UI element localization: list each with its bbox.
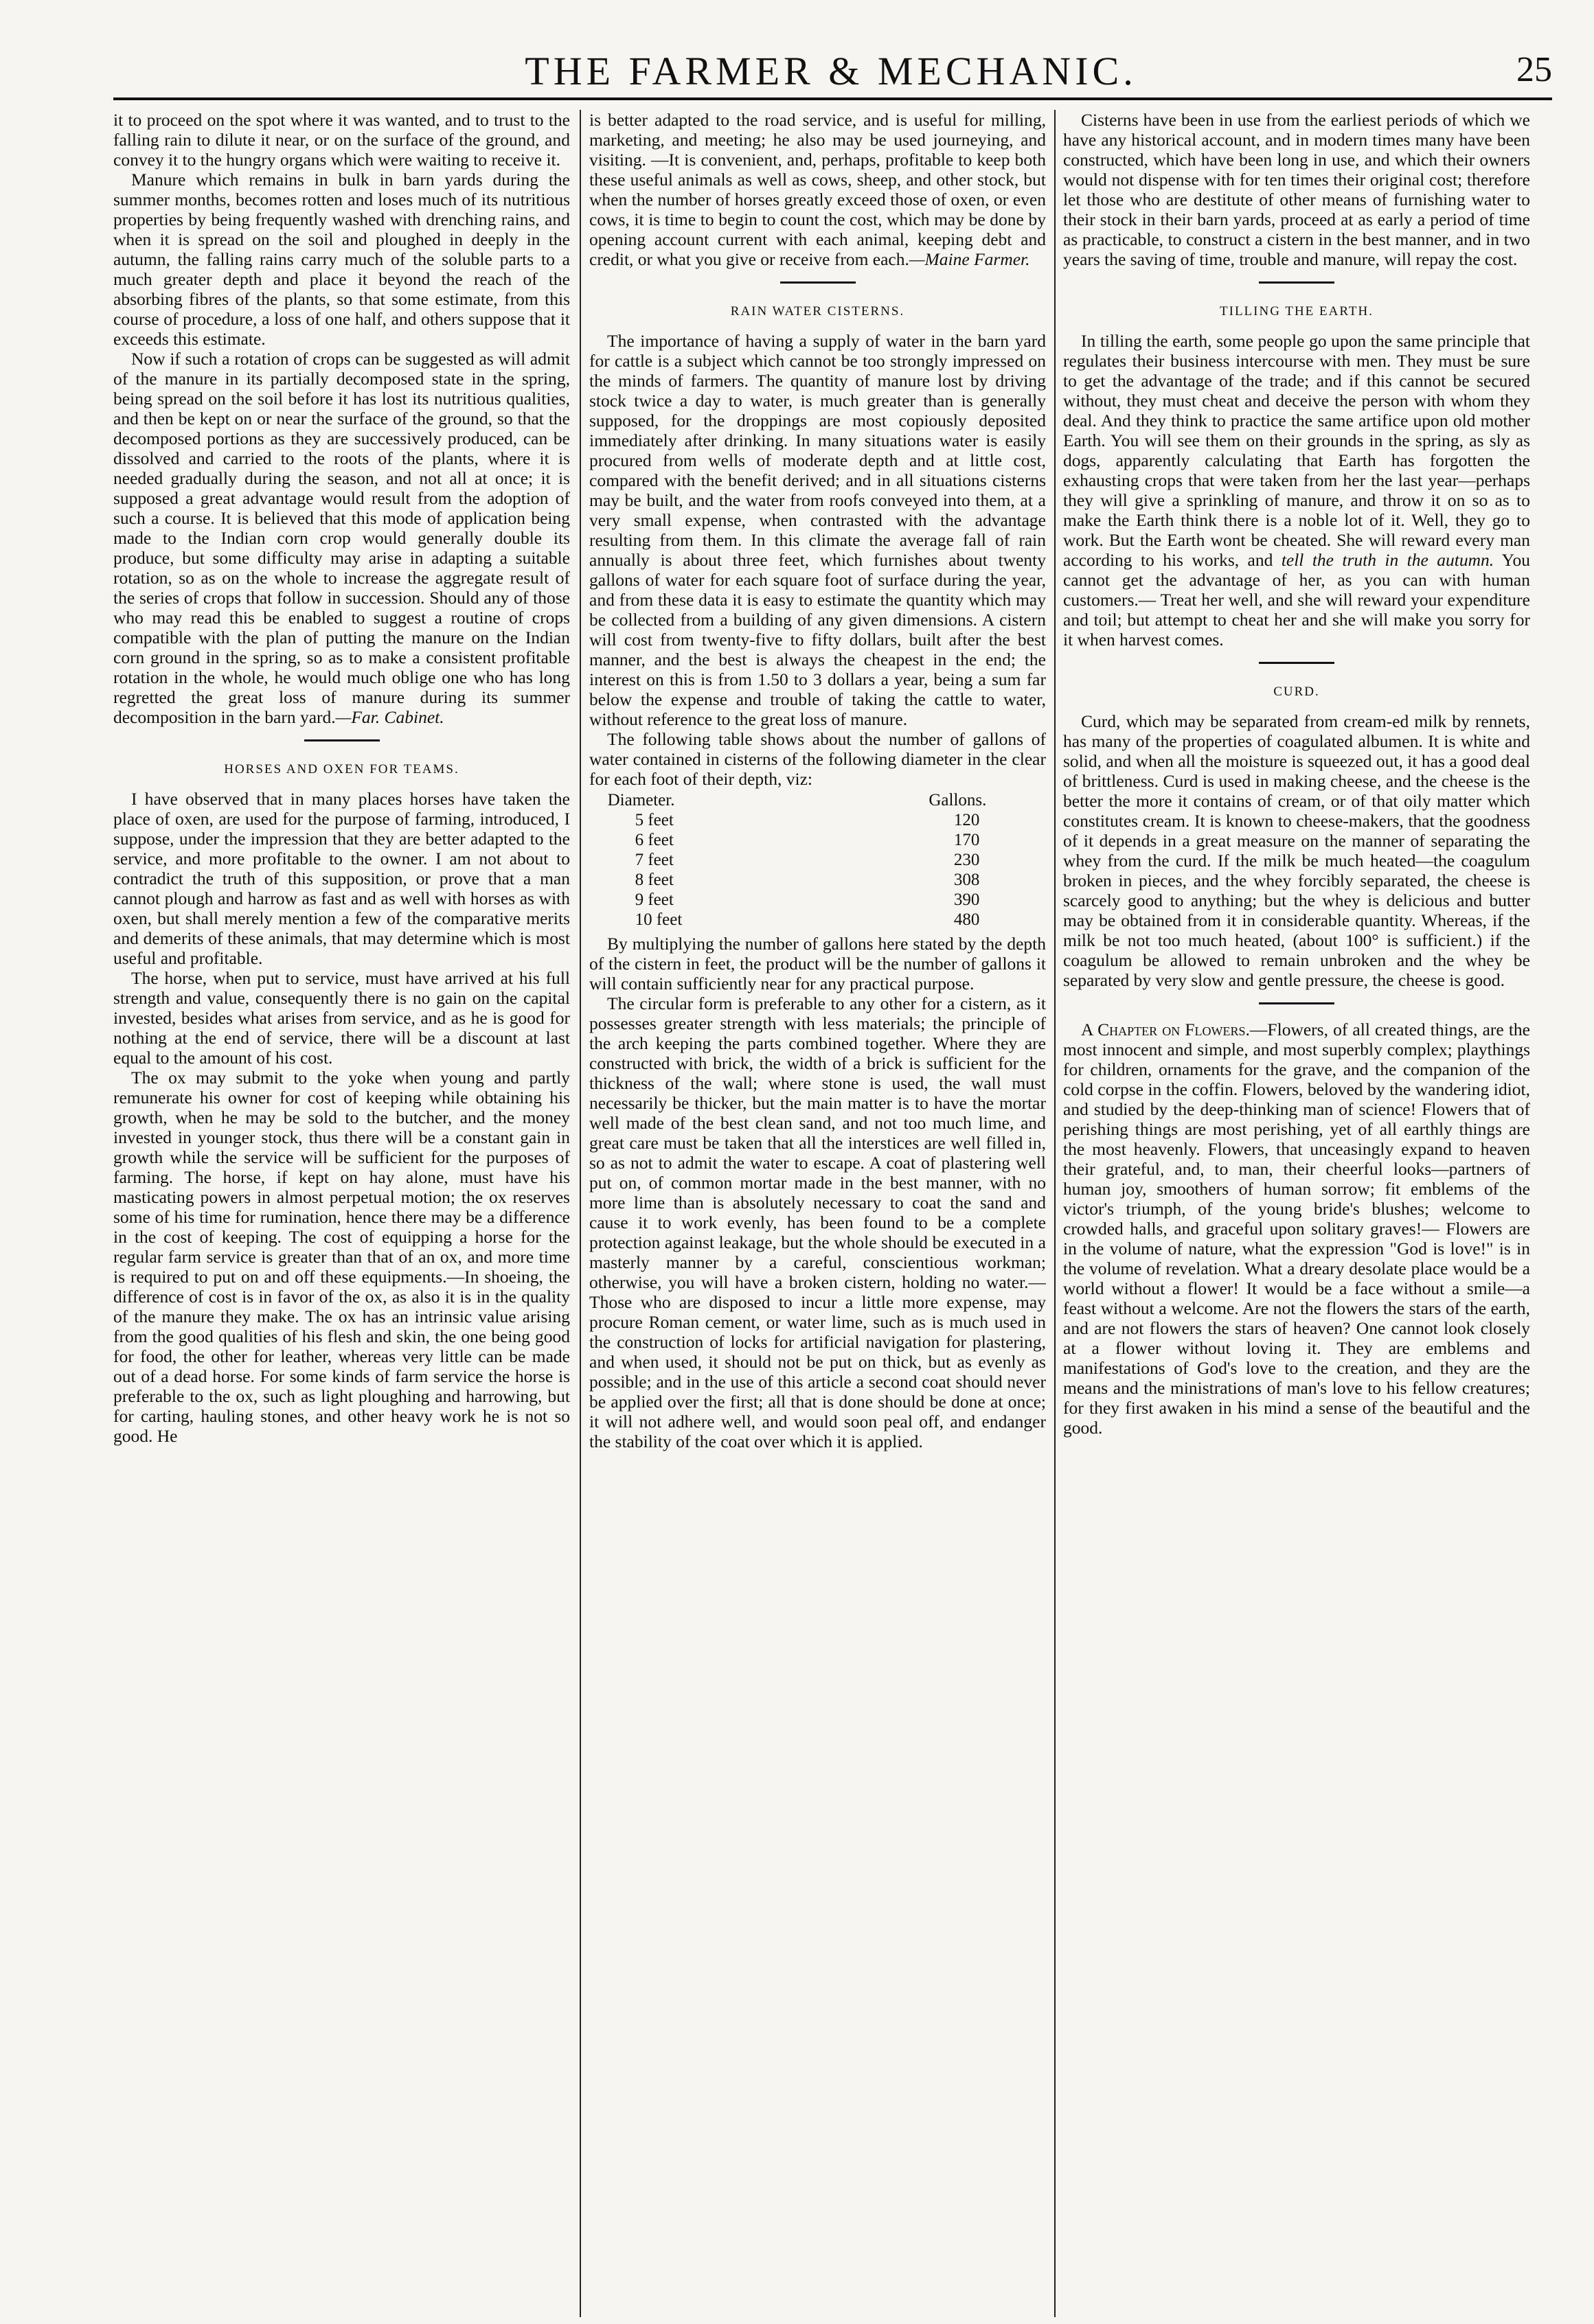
- article-heading: TILLING THE EARTH.: [1220, 304, 1374, 319]
- emphasis-text: tell the truth in the autumn.: [1281, 550, 1494, 570]
- article-heading: RAIN WATER CISTERNS.: [730, 304, 905, 319]
- page-title: THE FARMER & MECHANIC.: [525, 49, 1137, 93]
- table-cell: 390: [953, 890, 980, 909]
- paragraph: By multiplying the number of gallons here stated by the depth of the cistern in feet, the product will be the number of gallons it will contain sufficiently near for any practical purpose.: [589, 934, 1046, 993]
- table-row: [608, 870, 1028, 890]
- paragraph: Cisterns have been in use from the earliest periods of which we have any historical account, and in modern times many have been constructed, which have been long in use, and which their owners would not dispense with for ten times their original cost; therefore let those who are destitute of other means of furnishing water to their stock in their barn yards, proceed at as early a period of time as practicable, to construct a cistern in the best manner, and in two years the saving of time, trouble and manure, will repay the cost.: [1063, 110, 1530, 269]
- gallons-table: [608, 790, 1028, 930]
- masthead: [110, 43, 1552, 102]
- table-header-diameter: Diameter.: [607, 791, 675, 809]
- paragraph-text: —Flowers, of all created things, are the most innocent and simple, and most superbly complex; playthings for children, ornaments for the grave, and the companion of the cold corpse in the coffin. Flowers, beloved by the wandering idiot, and studied by the deep-thinking man of science! Flowers that of perishing things are most perishing, yet of all earthly things are the most heavenly. Flowers, that unceasingly expand to heaven their grateful, and, to man, their cheerful looks—partners of human joy, smoothers of human sorrow; fit emblems of the victor's triumph, of the young bride's blushes; welcome to crowded halls, and graceful upon solitary graves!— Flowers are in the volume of nature, what the expression "God is love!" is in the volume of revelation. What a dreary desolate place would be a world without a flower! It would be a face without a smile—a feast without a welcome. Are not the flowers the stars of the earth, and are not flowers the stars of heaven? One cannot look closely at a flower without loving it. They are emblems and manifestations of God's love to the creation, and they are the means and the ministrations of man's love to his fellow creatures; for they first awaken in his mind a sense of the beautiful and the good.: [1063, 1020, 1530, 1438]
- paragraph: [1063, 331, 1530, 649]
- column-3: [1063, 110, 1530, 2314]
- section-rule: [1259, 281, 1334, 284]
- table-cell: 480: [953, 910, 980, 929]
- section-rule: [304, 739, 380, 741]
- paragraph-text: Now if such a rotation of crops can be suggested as will admit of the manure in its partially decomposed state in the spring, being spread on the soil before it has lost its nutritious qualities, and then be kept on or near the surface of the ground, so that the decomposed portions as they are successively produced, can be dissolved and carried to the roots of the plants, where it is needed gradually during the season, and not all at once; it is supposed a great advantage would result from the adoption of such a course. It is believed that this mode of application being made to the Indian corn crop would generally double its produce, but some difficulty may arise in adapting a suitable rotation, so as on the whole to increase the aggregate result of the series of crops that follow in succession. Should any of those who may read this be enabled to suggest a routine of crops compatible with the plan of putting the manure on the Indian corn ground in the spring, so as to make a consistent profitable rotation in the whole, he would much oblige one who has long regretted the great loss of manure during its summer decomposition in the barn yard.: [113, 349, 570, 727]
- paragraph: it to proceed on the spot where it was wanted, and to trust to the falling rain to dilute it near, or on the surface of the ground, and convey it to the hungry organs which were waiting to receive it.: [113, 110, 570, 170]
- section-rule: [1259, 1002, 1334, 1004]
- table-cell: 7 feet: [635, 851, 674, 869]
- table-header-gallons: Gallons.: [929, 791, 987, 809]
- header-rule: [113, 97, 1552, 100]
- table-row: [608, 830, 1028, 850]
- paragraph: [589, 110, 1046, 269]
- table-cell: 5 feet: [635, 811, 674, 829]
- table-row: [608, 890, 1028, 910]
- column-divider: [1054, 110, 1056, 2317]
- table-cell: 308: [953, 871, 980, 889]
- paragraph: [1063, 1020, 1530, 1438]
- lead-in-heading: A Chapter on Flowers.: [1081, 1020, 1250, 1039]
- table-row: [608, 850, 1028, 870]
- paragraph: Manure which remains in bulk in barn yards during the summer months, becomes rotten and loses much of its nutritious properties by being frequently washed with drenching rains, and when it is spread on the soil and ploughed in deeply in the autumn, the falling rains carry much of the soluble parts to a much greater depth and place it beyond the reach of the absorbing fibres of the plants, so that some estimate, from this course of procedure, a loss of one half, and others suppose that it exceeds this estimate.: [113, 170, 570, 349]
- paragraph: The following table shows about the number of gallons of water contained in cisterns of the following diameter in the clear for each foot of their depth, viz:: [589, 729, 1046, 789]
- source-attribution: —Far. Cabinet.: [335, 707, 444, 727]
- source-attribution: —Maine Farmer.: [909, 249, 1030, 269]
- paragraph: [113, 349, 570, 727]
- column-1: [113, 110, 570, 2314]
- paragraph: Curd, which may be separated from cream-ed milk by rennets, has many of the properties of coagulated albumen. It is white and solid, and when all the moisture is squeezed out, it has a good deal of brittleness. Curd is used in making cheese, and the cheese is the better the more it contains of cream, or of that oily matter which constitutes cream. It is known to cheese-makers, that the goodness of it depends in a great measure on the manner of separating the whey from the curd. If the milk be much heated—the coagulum broken in pieces, and the whey forcibly separated, the cheese is scarcely good to anything; but the whey is delicious and butter may be obtained from it in considerable quantity. Whereas, if the milk be not too much heated, (about 100° is sufficient.) if the coagulum be allowed to remain unbroken and the whey be separated by very slow and gentle pressure, the cheese is good.: [1063, 711, 1530, 990]
- table-header-row: [608, 790, 1028, 810]
- paragraph: The horse, when put to service, must have arrived at his full strength and value, consequently there is no gain on the capital invested, besides what arises from service, and as he is good for nothing at the end of service, there will be a discount at last equal to the amount of his cost.: [113, 968, 570, 1068]
- table-cell: 10 feet: [635, 910, 683, 929]
- paragraph: The ox may submit to the yoke when young and partly remunerate his owner for cost of keeping while obtaining his growth, when he may be sold to the butcher, and the money invested in younger stock, thus there will be a constant gain in growth while the service will be sufficient for the purposes of farming. The horse, if kept on hay alone, must have his masticating powers in almost perpetual motion; the ox reserves some of his time for rumination, hence there may be a difference in the cost of keeping. The cost of equipping a horse for the regular farm service is greater than that of an ox, and more time is required to put on and off these equipments.—In shoeing, the difference of cost is in favor of the ox, as also it is in the quality of the manure they make. The ox has an intrinsic value arising from the good qualities of his flesh and skin, the one being good for food, the other for leather, whereas very little can be made out of a dead horse. For some kinds of farm service the horse is preferable to the ox, such as light ploughing and harrowing, but for carting, hauling stones, and other heavy work he is not so good. He: [113, 1068, 570, 1446]
- paragraph: The importance of having a supply of water in the barn yard for cattle is a subject which cannot be too strongly impressed on the minds of farmers. The quantity of manure lost by driving stock twice a day to water, is much greater than is generally supposed, for the droppings are most copiously deposited immediately after drinking. In many situations water is easily procured from wells of moderate depth and at little cost, compared with the benefit derived; and in all situations cisterns may be built, and the water from roofs conveyed into them, at a very small expense, when contrasted with the advantage resulting from them. In this climate the average fall of rain annually is about three feet, which furnishes about twenty gallons of water for each square foot of surface during the year, and from these data it is easy to estimate the quantity which may be collected from a building of any given dimensions. A cistern will cost from twenty-five to fifty dollars, built after the best manner, and the best is always the cheapest in the end; the interest on this is from 1.50 to 3 dollars a year, being a sum far below the expense and trouble of taking the cattle to water, without reference to the great loss of manure.: [589, 331, 1046, 729]
- table-cell: 6 feet: [635, 831, 674, 849]
- table-row: [608, 810, 1028, 830]
- article-heading: HORSES AND OXEN FOR TEAMS.: [224, 762, 459, 776]
- paragraph-text: is better adapted to the road service, and is useful for milling, marketing, and meeting; he also may be used journeying, and visiting. —It is convenient, and, perhaps, profitable to keep both these useful animals as well as cows, sheep, and other stock, but when the number of horses greatly exceed those of oxen, or even cows, it is time to begin to count the cost, which may be done by opening account current with each animal, keeping debt and credit, or what you give or receive from each.: [589, 110, 1046, 269]
- paragraph-text: You cannot get the advantage of her, as you can with human customers.— Treat her well, and she will reward your expenditure and toil; but attempt to cheat her and she will make you sorry for it when harvest comes.: [1063, 550, 1530, 649]
- column-divider: [580, 110, 581, 2317]
- table-cell: 170: [953, 831, 980, 849]
- article-heading: CURD.: [1273, 684, 1320, 699]
- paragraph: I have observed that in many places horses have taken the place of oxen, are used for the purpose of farming, introduced, I suppose, under the impression that they are better adapted to the service, and more profitable to the owner. I am not about to contradict the truth of this supposition, or prove that a man cannot plough and harrow as fast and as well with horses as with oxen, but shall merely mention a few of the comparative merits and demerits of these animals, that may determine which is most useful and profitable.: [113, 789, 570, 968]
- table-cell: 230: [953, 851, 980, 869]
- section-rule: [1259, 662, 1334, 664]
- table-cell: 120: [953, 811, 980, 829]
- table-cell: 9 feet: [635, 890, 674, 909]
- column-2: [589, 110, 1046, 2314]
- table-cell: 8 feet: [635, 871, 674, 889]
- section-rule: [780, 281, 856, 284]
- paragraph-text: In tilling the earth, some people go upon the same principle that regulates their business intercourse with men. They must be sure to get the advantage of the trade; and if this cannot be secured without, they must cheat and deceive the person with whom they deal. And they think to practice the same artifice upon old mother Earth. You will see them on their grounds in the spring, as sly as dogs, apparently calculating that Earth has forgotten the exhausting crops that were taken from her the last year—perhaps they will give a sprinkling of manure, and throw it on so as to make the Earth think there is a noble lot of it. Well, they go to work. But the Earth wont be cheated. She will reward every man according to his works, and: [1063, 331, 1530, 570]
- paragraph: The circular form is preferable to any other for a cistern, as it possesses greater strength with less materials; the principle of the arch keeping the parts combined together. Where they are constructed with brick, the width of a brick is sufficient for the thickness of the wall; where stone is used, the wall must necessarily be thicker, but the main matter is to have the mortar well made of the best clean sand, and not too much lime, and great care must be taken that all the interstices are well filled in, so as not to admit the water to escape. A coat of plastering well put on, of common mortar made in the best manner, with no more lime than is absolutely necessary to coat the sand and cause it to work evenly, has been found to be a complete protection against leakage, but the whole should be executed in a masterly manner by a careful, conscientious workman; otherwise, you will have a broken cistern, holding no water.— Those who are disposed to incur a little more expense, may procure Roman cement, or water lime, such as is much used in the construction of locks for artificial navigation for plastering, and when used, it should not be put on thick, but as evenly as possible; and in the use of this article a second coat should never be applied over the first; all that is done should be done at once; it will not adhere well, and would soon peal off, and endanger the stability of the coat over which it is applied.: [589, 993, 1046, 1451]
- page-number: 25: [1516, 50, 1552, 89]
- table-row: [608, 910, 1028, 930]
